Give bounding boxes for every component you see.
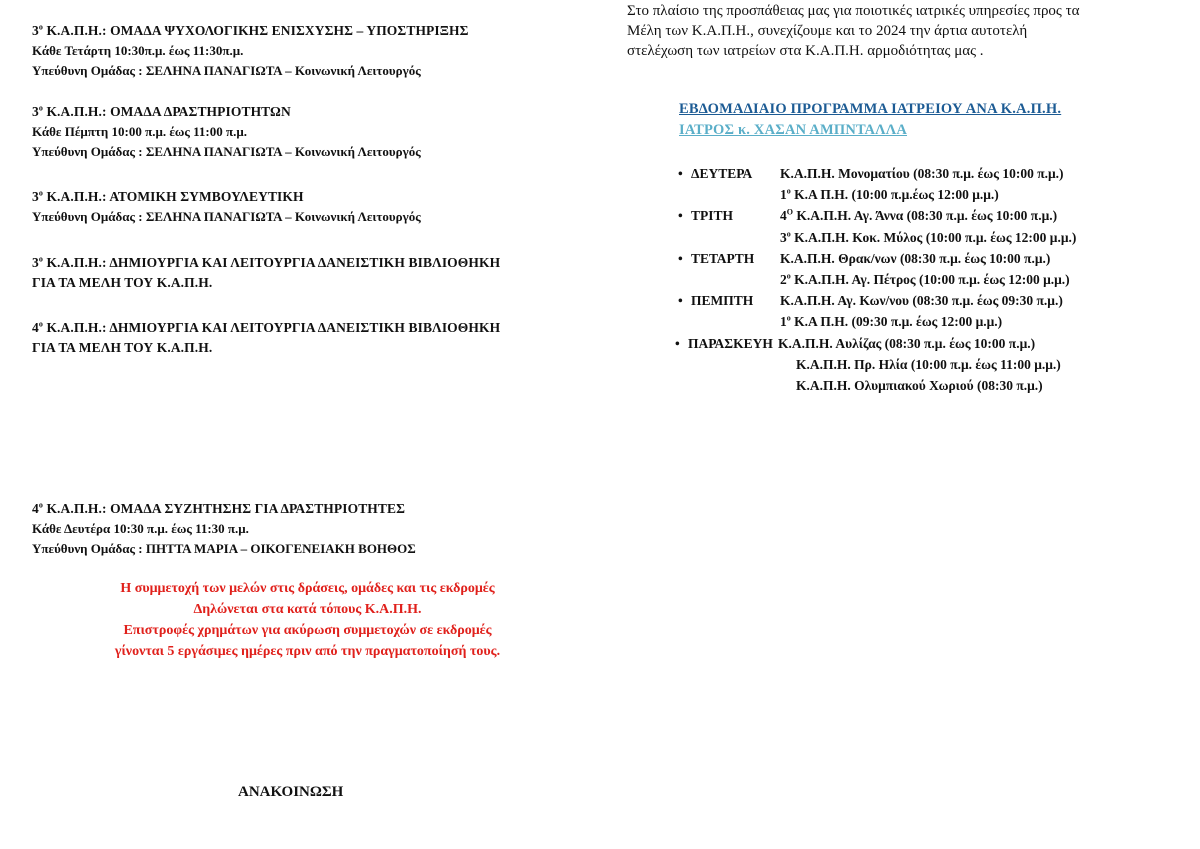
schedule-row [675, 184, 1175, 205]
schedule-row [675, 248, 1175, 269]
group-schedule: Κάθε Δευτέρα 10:30 π.μ. έως 11:30 π.μ. [32, 521, 249, 536]
schedule-row [675, 227, 1175, 248]
schedule-slot: $3^o$ Κ.Α.Π.Η. Κοκ. Μύλος (10:00 π.μ. έως 12:00 μ.μ.) [780, 229, 1077, 245]
weekly-schedule [675, 163, 1175, 396]
group-title: $3^o$ Κ.Α.Π.Η.: ΟΜΑΔΑ ΔΡΑΣΤΗΡΙΟΤΗΤΩΝ [32, 103, 291, 119]
schedule-slot: Κ.Α.Π.Η. Αυλίζας (08:30 π.μ. έως 10:00 π.μ.) [778, 335, 1036, 351]
doctor-name: ΙΑΤΡΟΣ κ. ΧΑΣΑΝ ΑΜΠΝΤΑΛΛΑ [679, 122, 908, 138]
group-block-library-3 [32, 253, 572, 293]
bullet-icon: • [678, 293, 683, 309]
intro-line: στελέχωση των ιατρείων στα Κ.Α.Π.Η. αρμοδιότητας μας . [627, 43, 984, 59]
notice-line: Δηλώνεται στα κατά τόπους Κ.Α.Π.Η. [193, 602, 422, 617]
intro-line: Στο πλαίσιο της προσπάθειας μας για ποιοτικές ιατρικές υπηρεσίες προς τα [627, 3, 1080, 19]
schedule-row [675, 269, 1175, 290]
notice-line: Επιστροφές χρημάτων για ακύρωση συμμετοχών σε εκδρομές [123, 623, 492, 638]
schedule-slot: $1^o$ Κ.Α Π.Η. (09:30 π.μ. έως 12:00 μ.μ.) [780, 313, 1003, 330]
schedule-slot: Κ.Α.Π.Η. Θρακ/νων (08:30 π.μ. έως 10:00 π.μ.) [780, 250, 1051, 266]
schedule-slot: Κ.Α.Π.Η. Αγ. Κων/νου (08:30 π.μ. έως 09:30 π.μ.) [780, 293, 1063, 309]
intro-line: Μέλη των Κ.Α.Π.Η., συνεχίζουμε και το 2024 την άρτια αυτοτελή [627, 23, 1028, 39]
schedule-slot: $4^O$ Κ.Α.Π.Η. Αγ. Άννα (08:30 π.μ. έως 10:00 π.μ.) [780, 207, 1058, 224]
bullet-icon: • [675, 335, 680, 351]
bullet-icon: • [678, 208, 683, 224]
group-block-activities [32, 102, 572, 162]
group-title: $4^o$ Κ.Α.Π.Η.: ΔΗΜΙΟΥΡΓΙΑ ΚΑΙ ΛΕΙΤΟΥΡΓΙΑ ΔΑΝΕΙΣΤΙΚΗ ΒΙΒΛΙΟΘΗΚΗ [32, 319, 501, 335]
schedule-slot: Κ.Α.Π.Η. Πρ. Ηλία (10:00 π.μ. έως 11:00 μ.μ.) [796, 356, 1061, 372]
group-schedule: Κάθε Πέμπτη 10:00 π.μ. έως 11:00 π.μ. [32, 124, 247, 139]
group-schedule: Κάθε Τετάρτη 10:30π.μ. έως 11:30π.μ. [32, 43, 244, 58]
day-name: ΠΕΜΠΤΗ [691, 293, 754, 309]
day-name: ΔΕΥΤΕΡΑ [691, 166, 753, 181]
group-title: $3^o$ Κ.Α.Π.Η.: ΑΤΟΜΙΚΗ ΣΥΜΒΟΥΛΕΥΤΙΚΗ [32, 188, 304, 204]
notice-line: Η συμμετοχή των μελών στις δράσεις, ομάδες και τις εκδρομές [120, 581, 495, 596]
notice-line: γίνονται 5 εργάσιμες ημέρες πριν από την πραγματοποίησή τους. [114, 644, 501, 659]
group-block-counseling [32, 187, 572, 227]
group-block-library-4 [32, 318, 572, 358]
schedule-row [675, 311, 1175, 332]
group-block-psychological-support [32, 21, 572, 81]
intro-paragraph [627, 1, 1167, 61]
group-leader: Υπεύθυνη Ομάδας : ΣΕΛΗΝΑ ΠΑΝΑΓΙΩΤΑ – Κοινωνική Λειτουργός [32, 63, 421, 78]
group-title-line2: ΓΙΑ ΤΑ ΜΕΛΗ ΤΟΥ Κ.Α.Π.Η. [32, 340, 213, 355]
day-name: ΠΑΡΑΣΚΕΥΗ [688, 335, 773, 351]
schedule-slot: $1^o$ Κ.Α Π.Η. (10:00 π.μ.έως 12:00 μ.μ.) [780, 186, 999, 203]
schedule-row [675, 333, 1175, 354]
schedule-slot: Κ.Α.Π.Η. Ολυμπιακού Χωριού (08:30 π.μ.) [796, 377, 1043, 393]
program-title: ΕΒΔΟΜΑΔΙΑΙΟ ΠΡΟΓΡΑΜΜΑ ΙΑΤΡΕΙΟΥ ΑΝΑ Κ.Α.Π.Η. [679, 101, 1062, 117]
schedule-row [675, 354, 1175, 375]
participation-notice [30, 578, 585, 662]
schedule-row [675, 290, 1175, 311]
group-leader: Υπεύθυνη Ομάδας : ΣΕΛΗΝΑ ΠΑΝΑΓΙΩΤΑ – Κοινωνική Λειτουργός [32, 144, 421, 159]
group-title: $3^o$ Κ.Α.Π.Η.: ΔΗΜΙΟΥΡΓΙΑ ΚΑΙ ΛΕΙΤΟΥΡΓΙΑ ΔΑΝΕΙΣΤΙΚΗ ΒΙΒΛΙΟΘΗΚΗ [32, 254, 501, 270]
bullet-icon: • [678, 250, 683, 266]
schedule-row [675, 375, 1175, 396]
group-leader: Υπεύθυνη Ομάδας : ΣΕΛΗΝΑ ΠΑΝΑΓΙΩΤΑ – Κοινωνική Λειτουργός [32, 209, 421, 224]
schedule-slot: $2^o$ Κ.Α.Π.Η. Αγ. Πέτρος (10:00 π.μ. έως 12:00 μ.μ.) [780, 271, 1070, 287]
announcement-heading: ΑΝΑΚΟΙΝΩΣΗ [238, 784, 344, 800]
bullet-icon: • [678, 166, 683, 181]
group-title: $3^o$ Κ.Α.Π.Η.: ΟΜΑΔΑ ΨΥΧΟΛΟΓΙΚΗΣ ΕΝΙΣΧΥΣΗΣ – ΥΠΟΣΤΗΡΙΞΗΣ [32, 22, 469, 38]
schedule-row [675, 205, 1175, 226]
day-name: ΤΡΙΤΗ [691, 208, 734, 224]
schedule-row [675, 163, 1175, 184]
group-title: $4^o$ Κ.Α.Π.Η.: ΟΜΑΔΑ ΣΥΖΗΤΗΣΗΣ ΓΙΑ ΔΡΑΣΤΗΡΙΟΤΗΤΕΣ [32, 500, 406, 516]
group-block-discussion [32, 499, 572, 559]
schedule-slot: Κ.Α.Π.Η. Μονοματίου (08:30 π.μ. έως 10:00 π.μ.) [780, 166, 1064, 181]
day-name: ΤΕΤΑΡΤΗ [691, 250, 755, 266]
group-leader: Υπεύθυνη Ομάδας : ΠΗΤΤΑ ΜΑΡΙΑ – ΟΙΚΟΓΕΝΕΙΑΚΗ ΒΟΗΘΟΣ [32, 541, 416, 556]
group-title-line2: ΓΙΑ ΤΑ ΜΕΛΗ ΤΟΥ Κ.Α.Π.Η. [32, 275, 213, 290]
